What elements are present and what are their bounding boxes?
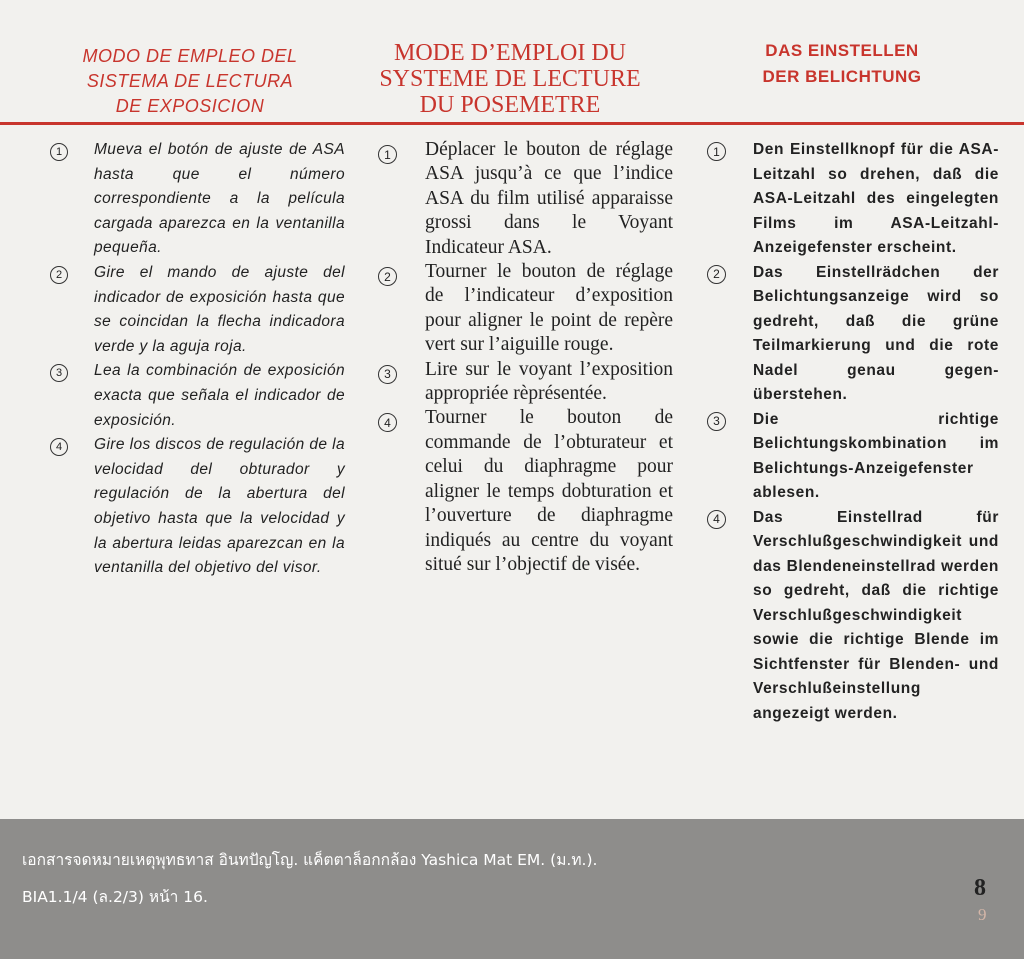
step-number-badge: 2 — [50, 266, 68, 284]
heading-line: DU POSEMETRE — [419, 92, 601, 118]
step-text: Mueva el botón de ajuste de ASA hasta que el número correspondiente a la película cargada aparezca en la ventanilla pequeña. — [94, 141, 345, 257]
page-number-faint: 9 — [978, 905, 987, 924]
column-french — [378, 138, 673, 577]
step-number-badge: 2 — [707, 265, 726, 284]
list-item — [707, 408, 999, 506]
heading-line: DE EXPOSICION — [115, 96, 265, 116]
step-number-badge: 3 — [50, 364, 68, 382]
list-item — [50, 433, 345, 581]
step-text: Das Einstellrädchen der Belichtungsanzeige wird so gedreht, daß die grüne Teilmarkierung und die rote Nadel genau gegen-überstehen. — [753, 263, 999, 403]
step-text: Déplacer le bouton de réglage ASA jusqu’à ce que l’indice ASA du film utilisé apparaisse grossi dans le Voyant Indicateur ASA. — [425, 139, 673, 258]
archive-caption-bar — [0, 819, 1024, 959]
step-number-badge: 2 — [378, 267, 397, 286]
heading-line: MODE D’EMPLOI DU — [394, 40, 626, 66]
caption-line: เอกสารจดหมายเหตุพุทธทาส อินทปัญโญ. แค็ตตาล็อกกล้อง Yashica Mat EM. (ม.ท.). — [22, 851, 598, 869]
header-divider — [0, 122, 1024, 125]
heading-french — [355, 40, 665, 118]
column-german — [707, 138, 999, 726]
heading-line: SYSTEME DE LECTURE — [379, 66, 641, 92]
heading-spanish — [40, 44, 340, 119]
step-number-badge: 1 — [378, 145, 397, 164]
step-text: Tourner le bouton de commande de l’obturateur et celui du diaphragme pour aligner le temps dobturation et l’ouverture de diaphragme indiqués au centre du voyant situé sur l’objectif de visée. — [425, 407, 673, 575]
step-text: Gire el mando de ajuste del indicador de exposición hasta que se coincidan la flecha indicadora verde y la aguja roja. — [94, 263, 345, 355]
step-number-badge: 4 — [50, 438, 68, 456]
list-item — [707, 506, 999, 727]
step-number-badge: 4 — [707, 510, 726, 529]
heading-line: DAS EINSTELLEN — [765, 41, 919, 60]
list-item — [378, 406, 673, 577]
list-item — [50, 138, 345, 261]
heading-line: DER BELICHTUNG — [762, 67, 922, 86]
heading-line: MODO DE EMPLEO DEL — [82, 46, 298, 66]
step-text: Das Einstellrad für Verschlußgeschwindigkeit und das Blendeneinstellrad werden so gedreht, daß die richtige Verschlußgeschwindigkeit sowie die richtige Blende im Sichtfenster für Blenden- und Verschlußeinstellung angezeigt werden. — [753, 508, 999, 722]
list-item — [378, 358, 673, 407]
step-text: Lea la combinación de exposición exacta que señala el indicador de exposición. — [94, 362, 345, 429]
caption-line: BIA1.1/4 (ล.2/3) หน้า 16. — [22, 888, 208, 906]
page-number: 8 — [974, 875, 986, 901]
step-text: Lire sur le voyant l’exposition appropriée rèprésentée. — [425, 358, 673, 405]
step-number-badge: 4 — [378, 413, 397, 432]
list-item — [50, 359, 345, 433]
heading-line: SISTEMA DE LECTURA — [86, 71, 294, 91]
list-item — [378, 138, 673, 260]
step-text: Tourner le bouton de réglage de l’indicateur d’exposition pour aligner le point de repère vert sur l’aiguille rouge. — [425, 261, 673, 356]
step-number-badge: 3 — [707, 412, 726, 431]
list-item — [707, 138, 999, 261]
step-number-badge: 1 — [707, 142, 726, 161]
step-number-badge: 3 — [378, 365, 397, 384]
column-spanish — [50, 138, 345, 581]
list-item — [50, 261, 345, 359]
heading-german — [722, 38, 962, 90]
step-number-badge: 1 — [50, 143, 68, 161]
list-item — [378, 260, 673, 358]
step-text: Gire los discos de regulación de la velocidad del obturador y regulación de la abertura del objetivo hasta que la velocidad y la abertura leidas aparezcan en la ventanilla del objetivo del visor. — [94, 436, 345, 577]
list-item — [707, 261, 999, 408]
step-text: Die richtige Belichtungskombination im Belichtungs-Anzeigefenster ablesen. — [753, 410, 999, 501]
step-text: Den Einstellknopf für die ASA-Leitzahl so drehen, daß die ASA-Leitzahl des eingelegten Films im ASA-Leitzahl-Anzeigefenster erscheint. — [753, 141, 999, 256]
